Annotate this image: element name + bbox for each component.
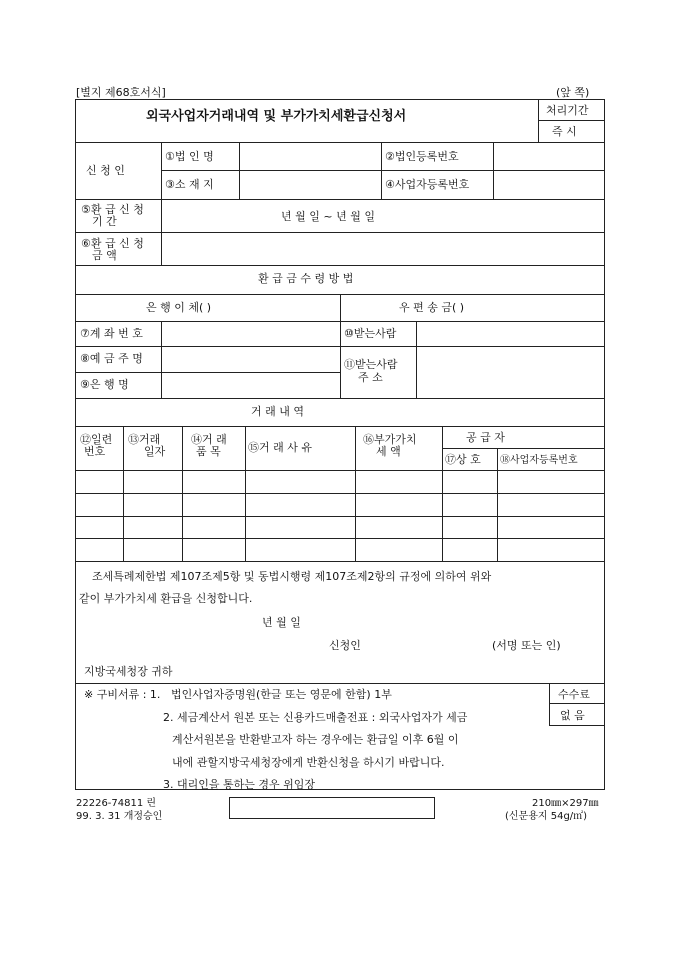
col-date-2: 일자: [144, 445, 166, 458]
col-vat-2: 세 액: [376, 445, 401, 458]
addressee: 지방국세청장 귀하: [84, 665, 173, 678]
receiver-addr-label: ⑪받는사람: [344, 358, 398, 371]
bank-transfer-label: 은 행 이 체( ): [146, 301, 212, 314]
transactions-title: 거 래 내 역: [251, 405, 304, 418]
postal-remit-label: 우 편 송 금( ): [399, 301, 465, 314]
col-seq-2: 번호: [84, 445, 106, 458]
footer-code: 22226-74811 린: [76, 798, 157, 809]
col-item-1: ⑭거 래: [191, 433, 227, 446]
col-seq-1: ⑫일련: [80, 433, 113, 446]
processing-value: 즉 시: [552, 125, 577, 138]
document-item1: 법인사업자증명원(한글 또는 영문에 한함) 1부: [171, 688, 392, 701]
fee-value: 없 음: [560, 709, 585, 722]
depositor-label: ⑧예 금 주 명: [80, 352, 143, 365]
footer-size: 210㎜×297㎜: [532, 798, 599, 809]
document-item2a: 2. 세금계산서 원본 또는 신용카드매출전표 : 외국사업자가 세금: [163, 711, 468, 724]
fee-label: 수수료: [558, 688, 590, 701]
processing-label: 처리기간: [546, 104, 589, 117]
corp-reg-no-label: ②법인등록번호: [385, 150, 459, 163]
refund-amount-label2: 금 액: [92, 249, 117, 262]
table-row: [76, 538, 604, 539]
table-row: [76, 516, 604, 517]
refund-period-label2: 기 간: [92, 215, 117, 228]
corp-name-label: ①법 인 명: [165, 150, 214, 163]
form-code: [별지 제68호서식]: [76, 86, 166, 99]
col-date-1: ⑬거래: [128, 433, 161, 446]
document-item3: 3. 대리인을 통하는 경우 위임장: [163, 778, 315, 791]
address-label: ③소 재 지: [165, 178, 214, 191]
col-bizno: ⑱사업자등록번호: [500, 455, 578, 466]
footer-approval: 99. 3. 31 개정승인: [76, 811, 163, 822]
footer-paper: (신문용지 54g/㎡): [505, 811, 588, 822]
table-row: [76, 493, 604, 494]
account-no-label: ⑦계 좌 번 호: [80, 327, 143, 340]
refund-period-value: 년 월 일 ~ 년 월 일: [281, 210, 375, 223]
form-title: 외국사업자거래내역 및 부가가치세환급신청서: [146, 109, 407, 124]
col-vat-1: ⑯부가가치: [363, 433, 417, 446]
refund-period-label: ⑤환 급 신 청: [81, 203, 144, 216]
refund-amount-label: ⑥환 급 신 청: [81, 237, 144, 250]
documents-label: ※ 구비서류 : 1.: [84, 688, 161, 701]
receiver-label: ⑩받는사람: [344, 327, 397, 340]
applicant-sign-label: 신청인: [329, 639, 361, 652]
bank-name-label: ⑨은 행 명: [80, 378, 129, 391]
statement-date: 년 월 일: [262, 616, 301, 629]
statement-line1: 조세특례제한법 제107조제5항 및 동법시행령 제107조제2항의 규정에 의하여 위와: [92, 570, 492, 583]
page-side: (앞 쪽): [556, 86, 590, 99]
col-reason: ⑮거 래 사 유: [248, 441, 312, 454]
applicant-label: 신 청 인: [86, 164, 125, 177]
col-company: ⑰상 호: [445, 453, 481, 466]
document-item2c: 내에 관할지방국세청장에게 반환신청을 하시기 바랍니다.: [172, 756, 445, 769]
document-item2b: 계산서원본을 반환받고자 하는 경우에는 환급일 이후 6월 이: [172, 733, 459, 746]
biz-reg-no-label: ④사업자등록번호: [385, 178, 470, 191]
method-title: 환 급 금 수 령 방 법: [258, 272, 354, 285]
col-item-2: 품 목: [196, 445, 221, 458]
receiver-addr-label2: 주 소: [358, 371, 383, 384]
supplier-header: 공 급 자: [466, 431, 505, 444]
signature-note: (서명 또는 인): [492, 639, 561, 652]
application-form: [75, 99, 605, 790]
statement-line2: 같이 부가가치세 환급을 신청합니다.: [79, 592, 253, 605]
approval-stamp-box: [229, 797, 435, 819]
